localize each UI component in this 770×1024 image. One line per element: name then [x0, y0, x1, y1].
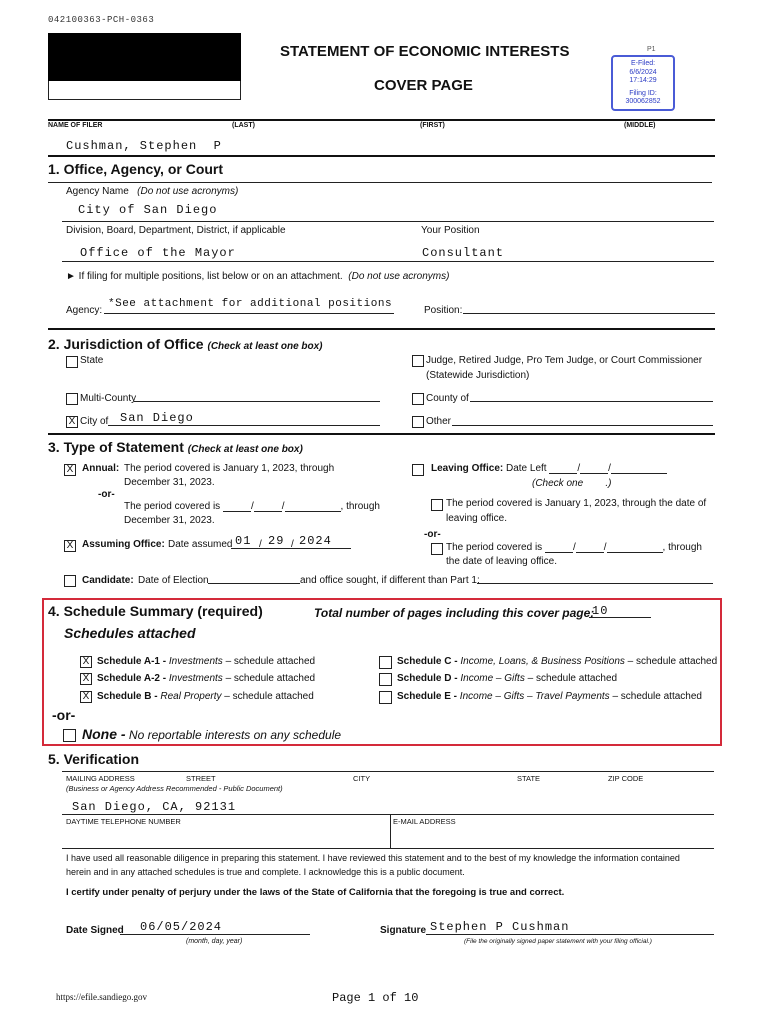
address-rule [62, 814, 714, 815]
schedule-b-checkbox[interactable]: X [80, 691, 92, 703]
section1-end-rule [48, 328, 715, 330]
filer-last-label: (LAST) [232, 122, 255, 129]
other-label: Other [426, 416, 452, 427]
document-id: 042100363-PCH-0363 [48, 15, 155, 25]
section3-sub: (Check at least one box) [187, 444, 303, 455]
signature-note: (File the originally signed paper statement with your filing official.) [464, 938, 652, 945]
footer-url[interactable]: https://efile.sandiego.gov [56, 992, 147, 1002]
assuming-label: Assuming Office: [82, 539, 165, 550]
position2-label: Position: [424, 305, 463, 316]
schedule-e-type: Income – Gifts – Travel Payments [459, 691, 610, 702]
annual-label: Annual: [82, 463, 120, 474]
phone-rule [62, 848, 714, 849]
candidate-date-rule [208, 583, 300, 584]
none-label-name: None - [82, 726, 126, 742]
county-label: County of [426, 393, 469, 404]
leaving-or: -or- [424, 529, 441, 540]
candidate-text-2: and office sought, if different than Part 1: [300, 575, 480, 586]
assuming-year[interactable]: 2024 [299, 534, 332, 548]
leaving-opt1-checkbox[interactable] [431, 499, 443, 511]
position2-rule [463, 313, 715, 314]
schedule-or: -or- [52, 707, 76, 723]
phone-email-divider [390, 815, 391, 849]
redaction-box [48, 33, 241, 81]
total-pages-rule [589, 617, 651, 618]
page-subtitle: COVER PAGE [374, 77, 473, 94]
signature-label: Signature [380, 925, 427, 936]
county-checkbox[interactable] [412, 393, 424, 405]
schedule-b-name: Schedule B - [97, 691, 158, 702]
agency-rule [62, 221, 714, 222]
leaving-opt2-checkbox[interactable] [431, 543, 443, 555]
city-value[interactable]: San Diego [120, 411, 194, 425]
mailing-label: MAILING ADDRESS [66, 774, 135, 783]
date-signed-note: (month, day, year) [186, 938, 243, 945]
none-label-text: No reportable interests on any schedule [128, 728, 342, 742]
stamp-time: 17:14:29 [629, 77, 657, 84]
leaving-date-left-text: Date Left [506, 463, 547, 474]
state-col-label: STATE [517, 774, 541, 783]
schedule-summary-box [42, 598, 722, 746]
stamp-efiled: E-Filed: [630, 60, 656, 67]
leaving-opt1-text-2: leaving office. [446, 513, 507, 524]
schedule-c-rest: – schedule attached [627, 656, 718, 667]
assuming-rule [231, 548, 351, 549]
email-label: E-MAIL ADDRESS [393, 817, 456, 826]
schedule-d-label [397, 673, 617, 684]
agency-label [66, 186, 238, 197]
schedule-d-checkbox[interactable] [379, 673, 392, 686]
statement-line-1: I have used all reasonable diligence in preparing this statement. I have reviewed this statement and to the best of my knowledge the information contained [66, 853, 680, 863]
schedule-e-label [397, 691, 702, 702]
state-checkbox[interactable] [66, 356, 78, 368]
signature-rule [426, 934, 714, 935]
leaving-opt1-text: The period covered is January 1, 2023, through the date of [446, 498, 707, 509]
leaving-date-left: Date Left / / [506, 463, 667, 474]
multi-county-label: Multi-County [80, 393, 137, 404]
city-label: City of [80, 416, 109, 427]
section4-title: 4. Schedule Summary (required) [48, 603, 263, 619]
assuming-text: Date assumed [168, 539, 233, 550]
schedule-e-checkbox[interactable] [379, 691, 392, 704]
schedule-a2-rest: – schedule attached [225, 673, 316, 684]
section5-title: 5. Verification [48, 751, 140, 767]
multi-county-rule [134, 401, 380, 402]
candidate-text: Date of Election [138, 575, 209, 586]
leaving-opt2b: , through [662, 542, 702, 553]
agency-note: (Do not use acronyms) [137, 186, 239, 197]
schedule-a1-label [97, 656, 315, 667]
efile-stamp [611, 55, 675, 111]
leaving-checkbox[interactable] [412, 464, 424, 476]
section1-rule [48, 182, 712, 183]
agency2-value[interactable]: *See attachment for additional positions [108, 298, 393, 310]
filer-first-label: (FIRST) [420, 122, 445, 129]
schedule-c-name: Schedule C - [397, 656, 458, 667]
section3-title [48, 439, 303, 455]
position-label: Your Position [421, 225, 480, 236]
stamp-pn: P1 [647, 46, 656, 53]
state-label: State [80, 355, 104, 366]
schedule-a2-label [97, 673, 315, 684]
assuming-month[interactable]: 01 [235, 534, 252, 548]
annual-text-1: The period covered is January 1, 2023, through [124, 463, 335, 474]
agency2-rule [104, 313, 394, 314]
schedules-attached-title: Schedules attached [64, 625, 196, 641]
phone-label: DAYTIME TELEPHONE NUMBER [66, 817, 181, 826]
agency-label-text: Agency Name [66, 186, 129, 197]
agency2-label: Agency: [66, 305, 103, 316]
judge-label: Judge, Retired Judge, Pro Tem Judge, or Court Commissioner [426, 355, 703, 366]
zip-col-label: ZIP CODE [608, 774, 644, 783]
assuming-day[interactable]: 29 [268, 534, 285, 548]
city-checkbox[interactable]: X [66, 416, 78, 428]
filer-rule [48, 155, 715, 157]
division-rule [62, 261, 714, 262]
county-rule [470, 401, 713, 402]
city-rule [108, 425, 380, 426]
leaving-label: Leaving Office: [431, 463, 504, 474]
annual-checkbox[interactable]: X [64, 464, 76, 476]
schedule-d-type: Income – Gifts [460, 673, 525, 684]
judge-label-2: (Statewide Jurisdiction) [426, 370, 530, 381]
candidate-label: Candidate: [82, 575, 134, 586]
schedule-b-rest: – schedule attached [224, 691, 314, 702]
date-signed-rule [120, 934, 310, 935]
street-label: STREET [186, 774, 216, 783]
agency-value[interactable]: City of San Diego [78, 203, 218, 217]
other-rule [452, 425, 713, 426]
other-checkbox[interactable] [412, 416, 424, 428]
signature-value[interactable]: Stephen P Cushman [430, 920, 570, 934]
city-col-label: CITY [353, 774, 371, 783]
candidate-office-rule [477, 583, 713, 584]
schedule-c-type: Income, Loans, & Business Positions [460, 656, 625, 667]
page-title: STATEMENT OF ECONOMIC INTERESTS [280, 43, 570, 60]
judge-checkbox[interactable] [412, 355, 424, 367]
schedule-a1-checkbox[interactable]: X [80, 656, 92, 668]
stamp-date: 6/6/2024 [629, 68, 657, 76]
total-pages-label: Total number of pages including this cover page: [314, 606, 595, 620]
stamp-filing-id: 300062852 [625, 98, 661, 105]
total-pages-value[interactable]: 10 [592, 604, 609, 618]
date-signed-value[interactable]: 06/05/2024 [140, 920, 223, 934]
statement-line-2: herein and in any attached schedules is true and complete. I acknowledge this is a public document. [66, 867, 465, 877]
filer-label: NAME OF FILER [48, 122, 103, 129]
footer-page: Page 1 of 10 [332, 991, 419, 1005]
multiple-positions-note [66, 271, 449, 282]
schedule-d-rest: – schedule attached [527, 673, 618, 684]
check-one-text: (Check one [532, 478, 584, 489]
section2-sub: (Check at least one box) [207, 341, 323, 352]
section2-title [48, 336, 323, 352]
schedule-a1-name: Schedule A-1 - [97, 656, 167, 667]
address-value[interactable]: San Diego, CA, 92131 [72, 800, 237, 814]
date-signed-label: Date Signed [66, 925, 124, 936]
position-value[interactable]: Consultant [422, 246, 505, 260]
form-id-box [48, 81, 241, 100]
annual-text-4: December 31, 2023. [124, 515, 215, 526]
section2-title-text: 2. Jurisdiction of Office [48, 336, 204, 352]
assuming-checkbox[interactable]: X [64, 540, 76, 552]
annual-text-3a: The period covered is [124, 501, 221, 512]
schedule-e-rest: – schedule attached [612, 691, 702, 702]
schedule-e-name: Schedule E - [397, 691, 458, 702]
annual-text-2: December 31, 2023. [124, 477, 215, 488]
schedule-c-checkbox[interactable] [379, 656, 392, 669]
candidate-checkbox[interactable] [64, 575, 76, 587]
schedule-a1-rest: – schedule attached [225, 656, 316, 667]
mailing-note: (Business or Agency Address Recommended - Public Document) [66, 784, 283, 793]
assuming-slash-1: / [259, 539, 262, 550]
schedule-d-name: Schedule D - [397, 673, 458, 684]
filer-name-value[interactable]: Cushman, Stephen P [66, 139, 222, 153]
division-label: Division, Board, Department, District, if applicable [66, 225, 286, 236]
section1-title: 1. Office, Agency, or Court [48, 161, 224, 177]
certify-text: I certify under penalty of perjury under the laws of the State of California that the foregoing is true and correct. [66, 887, 565, 898]
assuming-slash-2: / [291, 539, 294, 550]
schedule-a2-name: Schedule A-2 - [97, 673, 167, 684]
none-checkbox[interactable] [63, 729, 76, 742]
stamp-filing-label: Filing ID: [629, 89, 657, 97]
filer-middle-label: (MIDDLE) [624, 122, 656, 129]
none-label [82, 726, 341, 742]
leaving-opt2-text: The period covered is / / , through [446, 542, 702, 553]
multiple-note-italic: (Do not use acronyms) [348, 271, 450, 282]
annual-text-3: The period covered is / / , through [124, 501, 380, 512]
schedule-a2-type: Investments [168, 673, 223, 684]
section2-end-rule [48, 433, 715, 435]
schedule-a2-checkbox[interactable]: X [80, 673, 92, 685]
annual-or: -or- [98, 489, 115, 500]
division-value[interactable]: Office of the Mayor [80, 246, 236, 260]
section3-title-text: 3. Type of Statement [48, 439, 184, 455]
leaving-opt2a: The period covered is [446, 542, 543, 553]
schedule-a1-type: Investments [168, 656, 223, 667]
annual-text-3b: , through [340, 501, 380, 512]
schedule-b-label [97, 691, 314, 702]
multiple-note-text: ► If filing for multiple positions, list below or on an attachment. [66, 271, 343, 282]
header-rule [48, 119, 715, 121]
check-one-note [532, 478, 611, 489]
multi-county-checkbox[interactable] [66, 393, 78, 405]
check-one-end: .) [605, 478, 612, 489]
leaving-opt2-text-2: the date of leaving office. [446, 556, 558, 567]
schedule-c-label [397, 656, 717, 667]
schedule-b-type: Real Property [160, 691, 222, 702]
section5-rule [62, 771, 714, 772]
